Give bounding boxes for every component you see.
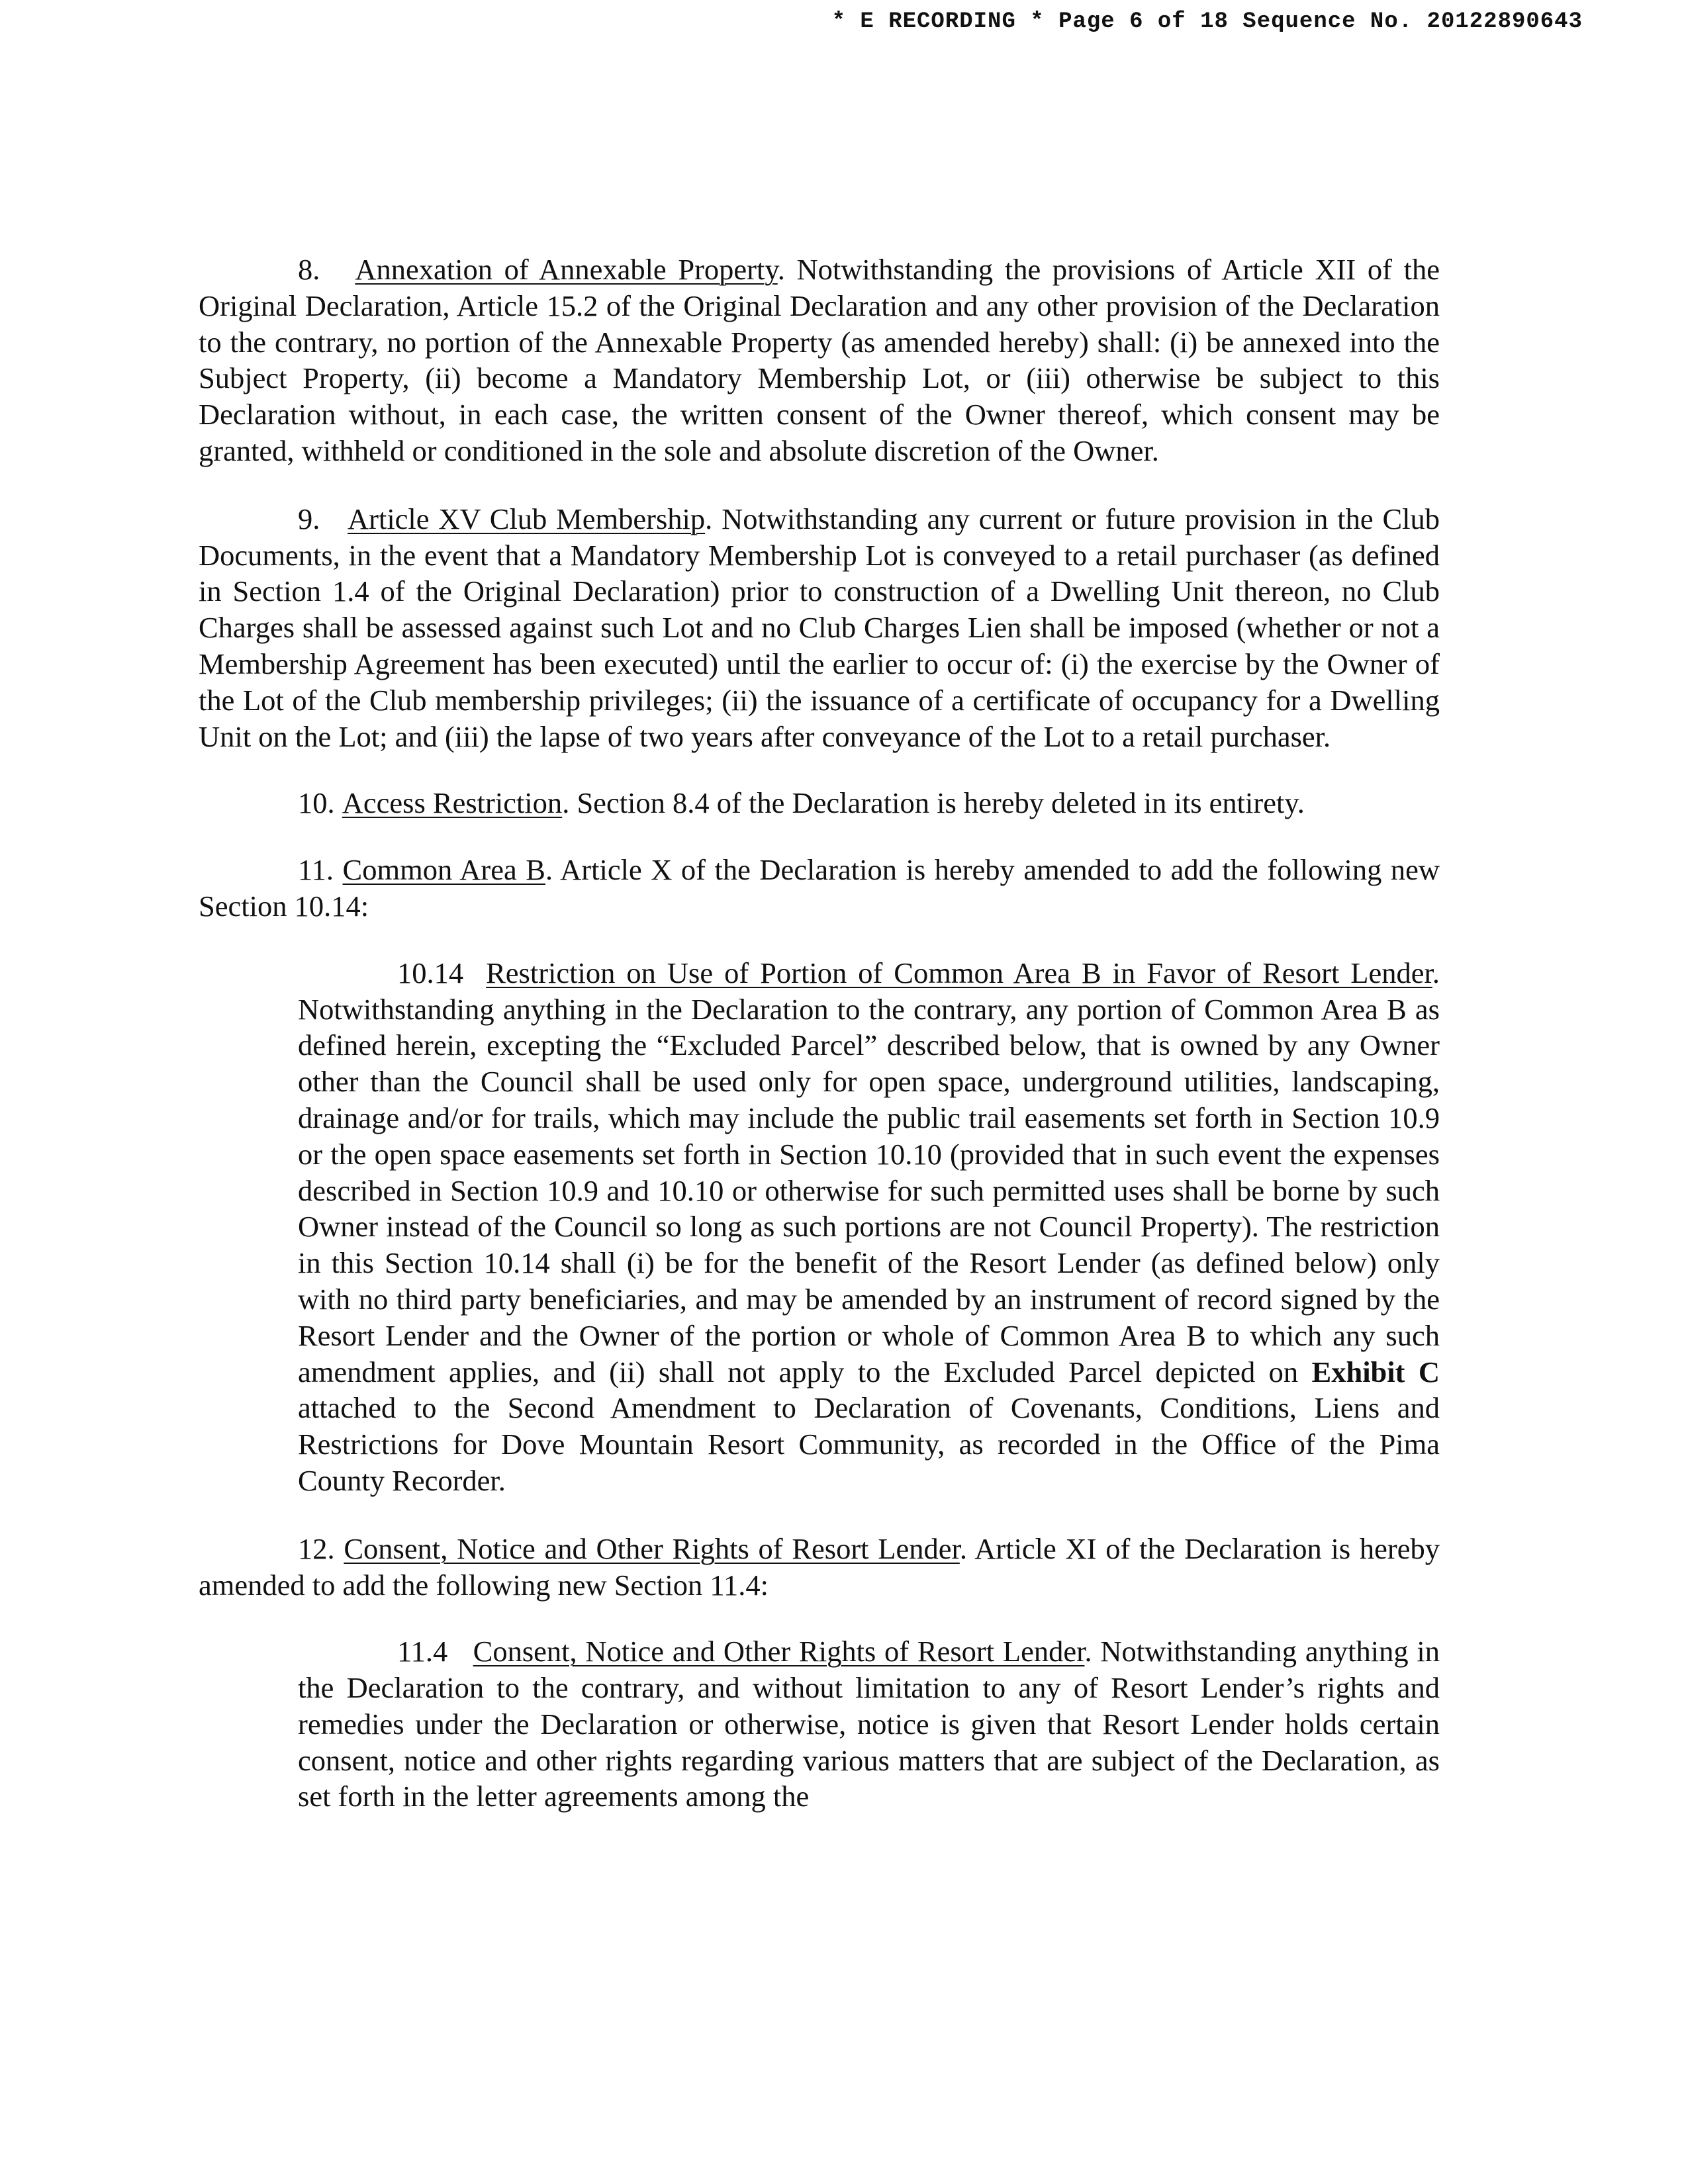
section-9-title: Article XV Club Membership [348,502,706,535]
exhibit-c-reference: Exhibit C [1311,1355,1440,1388]
section-12-title: Consent, Notice and Other Rights of Resort Lender [344,1531,960,1565]
section-11-4-body: . Notwithstanding anything in the Declaration to the contrary, and without limitation to any of Resort Lender’s rights and remedies under the Declaration or otherwise, notice is given that Resort Lender holds certain consent, notice and other rights regarding various matters that are subject of the Declaration, as set forth in the letter agreements among the [298,1635,1440,1813]
section-10-body: . Section 8.4 of the Declaration is hereby deleted in its entirety. [562,786,1305,820]
section-11-4-number: 11.4 [397,1635,448,1668]
document-body [199,251,1440,1815]
section-11-title: Common Area B [342,853,545,887]
section-9-number: 9. [298,502,320,535]
section-9-body: . Notwithstanding any current or future provision in the Club Documents, in the event that a Mandatory Membership Lot is conveyed to a retail purchaser (as defined in Section 1.4 of the Original Declaration) prior to construction of a Dwelling Unit thereon, no Club Charges shall be assessed against such Lot and no Club Charges Lien shall be imposed (whether or not a Membership Agreement has been executed) until the earlier to occur of: (i) the exercise by the Owner of the Lot of the Club membership privileges; (ii) the issuance of a certificate of occupancy for a Dwelling Unit on the Lot; and (iii) the lapse of two years after conveyance of the Lot to a retail purchaser. [199,502,1440,753]
section-11 [199,852,1440,925]
section-12-number: 12. [298,1531,335,1565]
section-8-title: Annexation of Annexable Property [355,253,778,286]
section-11-4-title: Consent, Notice and Other Rights of Resort Lender [473,1635,1085,1668]
section-9 [199,501,1440,755]
section-10-14 [298,955,1440,1499]
section-10-14-title: Restriction on Use of Portion of Common Area B in Favor of Resort Lender [486,956,1432,989]
section-10-14-body-end: attached to the Second Amendment to Declaration of Covenants, Conditions, Liens and Restrictions for Dove Mountain Resort Community, as recorded in the Office of the Pima County Recorder. [298,1391,1440,1497]
section-10-14-number: 10.14 [397,956,464,989]
section-11-number: 11. [298,853,334,887]
section-12-body: . Article XI of the Declaration is hereby amended to add the following new Section 11.4: [199,1531,1440,1602]
section-8 [199,251,1440,469]
section-11-body: . Article X of the Declaration is hereby amended to add the following new Section 10.14: [199,853,1440,923]
section-10-title: Access Restriction [342,786,563,820]
section-11-4 [298,1633,1440,1815]
section-12 [199,1531,1440,1604]
section-10-number: 10. [298,786,335,820]
section-8-body: . Notwithstanding the provisions of Article XII of the Original Declaration, Article 15.2 of the Original Declaration and any other provision of the Declaration to the contrary, no portion of the Annexable Property (as amended hereby) shall: (i) be annexed into the Subject Property, (ii) become a Mandatory Membership Lot, or (iii) otherwise be subject to this Declaration without, in each case, the written consent of the Owner thereof, which consent may be granted, withheld or conditioned in the sole and absolute discretion of the Owner. [199,253,1440,467]
section-8-number: 8. [298,253,320,286]
section-10 [199,785,1440,821]
section-10-14-body: . Notwithstanding anything in the Declaration to the contrary, any portion of Common Area B as defined herein, excepting the “Excluded Parcel” described below, that is owned by any Owner other than the Council shall be used only for open space, underground utilities, landscaping, drainage and/or for trails, which may include the public trail easements set forth in Section 10.9 or the open space easements set forth in Section 10.10 (provided that in such event the expenses described in Section 10.9 and 10.10 or otherwise for such permitted uses shall be borne by such Owner instead of the Council so long as such portions are not Council Property). The restriction in this Section 10.14 shall (i) be for the benefit of the Resort Lender (as defined below) only with no third party beneficiaries, and may be amended by an instrument of record signed by the Resort Lender and the Owner of the portion or whole of Common Area B to which any such amendment applies, and (ii) shall not apply to the Excluded Parcel depicted on [298,956,1440,1388]
recording-header: * E RECORDING * Page 6 of 18 Sequence No. 20122890643 [831,9,1583,34]
